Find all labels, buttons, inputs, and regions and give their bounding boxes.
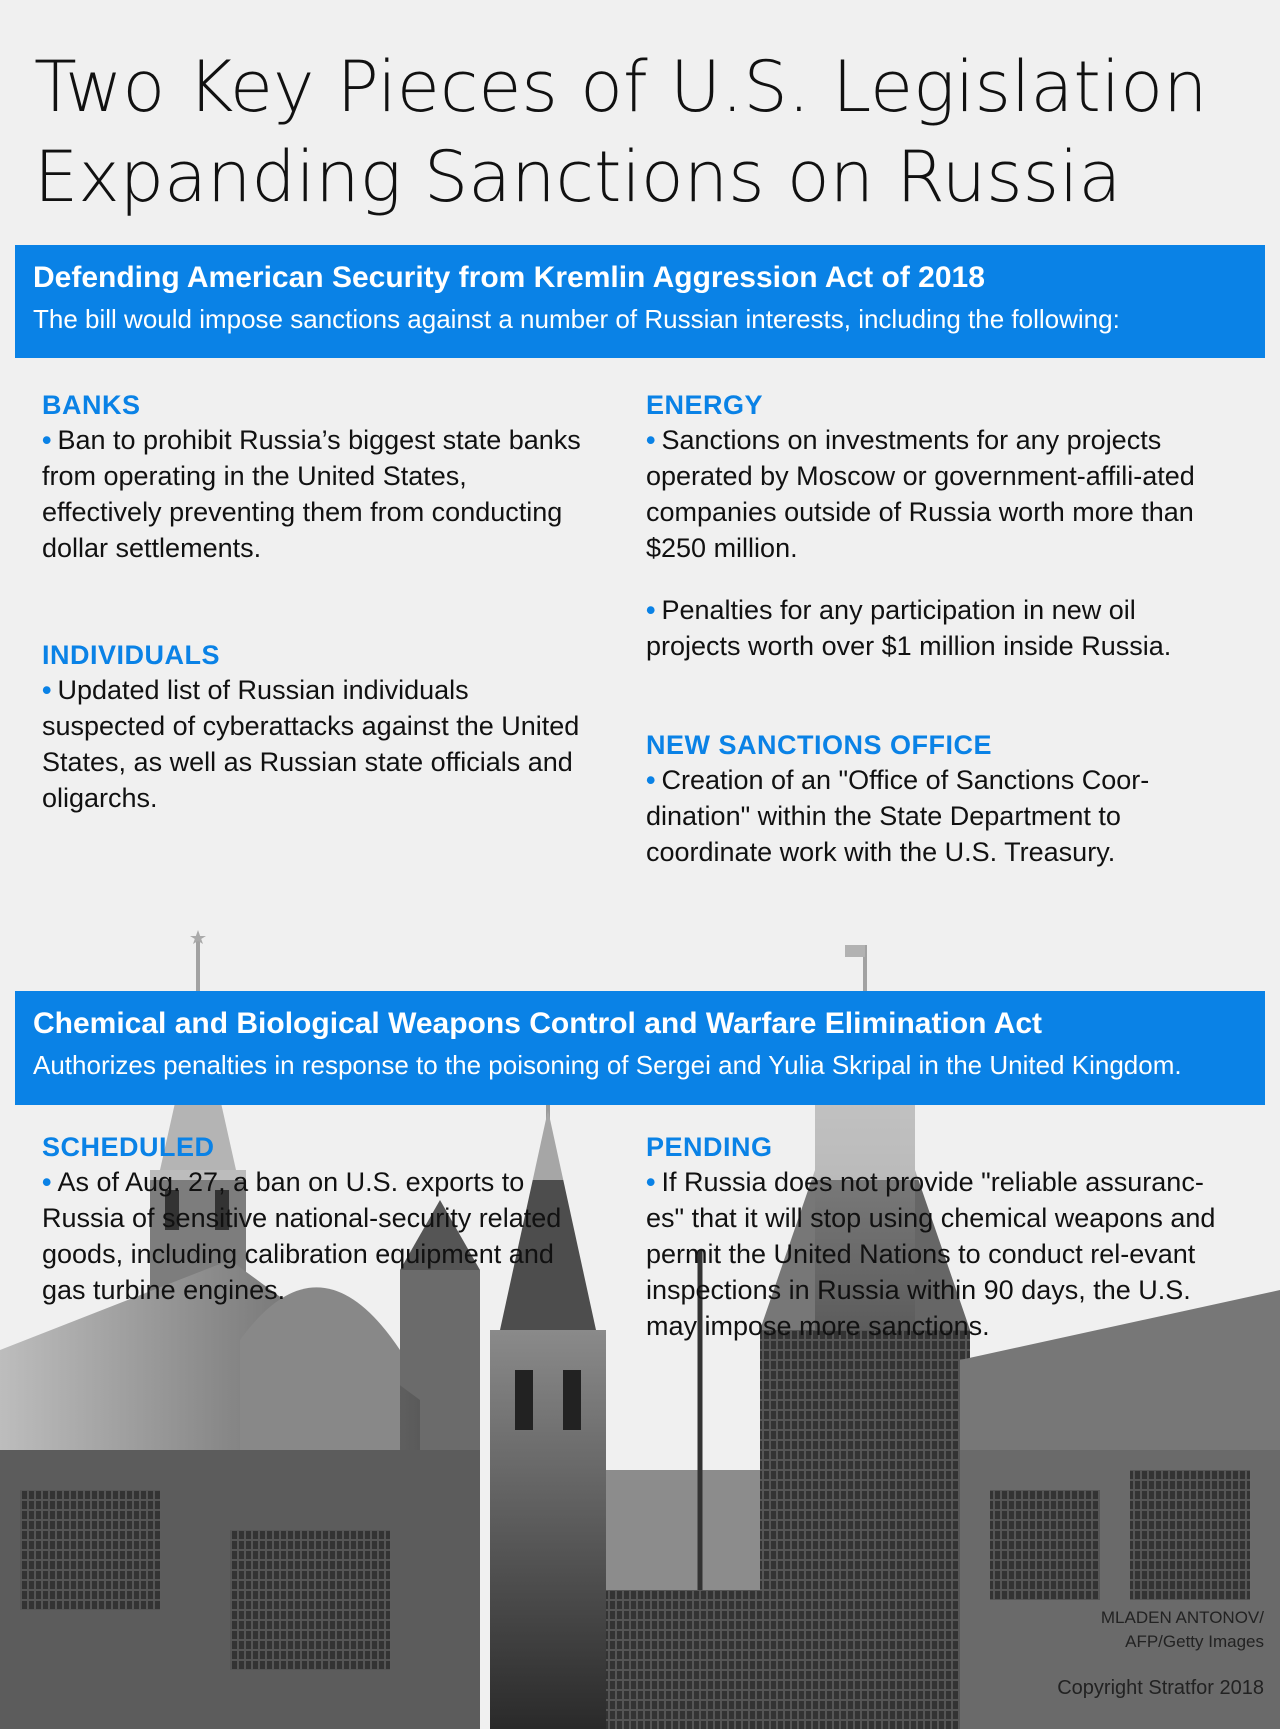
section-heading: NEW SANCTIONS OFFICE [646,730,992,760]
act2-banner [15,991,1265,1105]
bullet-icon: • [42,425,52,455]
bullet-icon: • [646,1167,656,1197]
section-heading: BANKS [42,390,141,420]
section-item: • Creation of an "Office of Sanctions Coor-dination" within the State Department to coordinate work with the U.S. Treasury. [646,765,1150,867]
section-scheduled [42,1130,582,1308]
section-banks [42,388,582,566]
section-item: • Penalties for any participation in new oil projects worth over $1 million inside Russia. [646,595,1172,661]
section-item: • Updated list of Russian individuals suspected of cyberattacks against the United States, as well as Russian state officials and oligarchs. [42,675,580,813]
section-heading: ENERGY [646,390,764,420]
section-item: • Sanctions on investments for any projects operated by Moscow or government-affili-ated companies outside of Russia worth more than $250 million. [646,425,1195,563]
act1-subtitle: The bill would impose sanctions against a number of Russian interests, including the following: [33,304,1120,334]
copyright: Copyright Stratfor 2018 [1057,1677,1264,1699]
section-heading: SCHEDULED [42,1132,215,1162]
section-item: • As of Aug. 27, a ban on U.S. exports to Russia of sensitive national-security related goods, including calibration equipment and gas turbine engines. [42,1167,562,1305]
bullet-icon: • [42,1167,52,1197]
page-title-line1: Two Key Pieces of U.S. Legislation [34,46,1208,128]
section-energy [646,388,1206,664]
page-title-line2: Expanding Sanctions on Russia [34,136,1122,218]
act1-title: Defending American Security from Kremlin Aggression Act of 2018 [33,261,985,294]
bullet-icon: • [646,765,656,795]
section-heading: INDIVIDUALS [42,640,221,670]
section-pending [646,1130,1236,1344]
section-individuals [42,638,582,816]
act1-banner [15,245,1265,358]
page-title [34,42,1234,222]
bullet-icon: • [42,675,52,705]
act2-subtitle: Authorizes penalties in response to the poisoning of Sergei and Yulia Skripal in the United Kingdom. [33,1050,1182,1080]
section-item: • If Russia does not provide "reliable assuranc-es" that it will stop using chemical weapons and permit the United Nations to conduct rel-evant inspections in Russia within 90 days, the U.S. may impose more sanctions. [646,1167,1216,1341]
photo-credit: MLADEN ANTONOV/ AFP/Getty Images [1100,1608,1264,1651]
bullet-icon: • [646,425,656,455]
act2-title: Chemical and Biological Weapons Control and Warfare Elimination Act [33,1007,1043,1040]
section-heading: PENDING [646,1132,773,1162]
bullet-icon: • [646,595,656,625]
section-new-sanctions-office [646,728,1206,870]
section-item: • Ban to prohibit Russia’s biggest state banks from operating in the United States, effectively preventing them from conducting dollar settlements. [42,425,581,563]
